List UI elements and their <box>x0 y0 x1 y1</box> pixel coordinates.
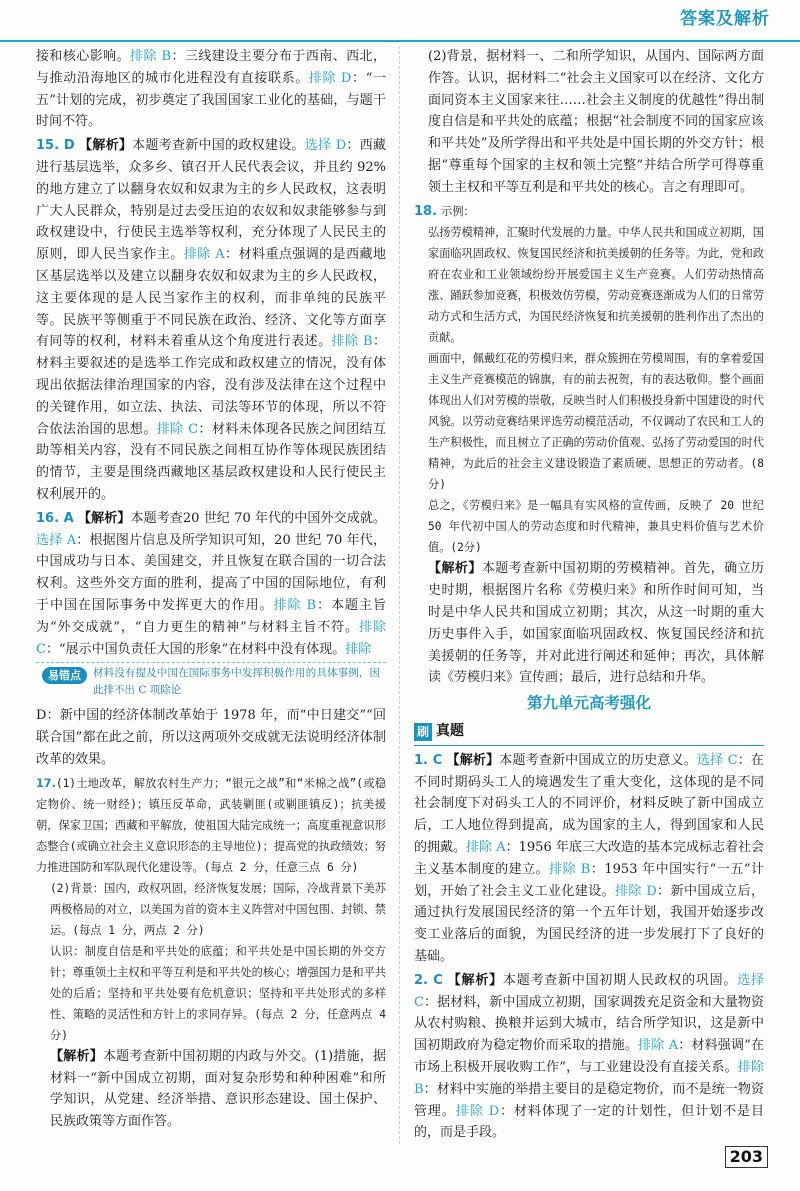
real-question-1: 1. C 【解析】本题考查新中国成立的历史意义。选择 C：在不同时期码头工人的境遇发生了重大变化，这体现的是不同社会制度下对码头工人的不同评价，材料反映了新中国成立后，工人地位得到提高，成为国家的主人，得到国家和人民的拥戴。排除 A：1956 年底三大改造的基本完成标志着社会主义基本制度的建立。排除 B：1953 年中国实行“一五”计划，开始了社会主义工业化建设。排除 D：新中国成立后，通过执行发展国民经济的第一个五年计划，我国开始逐步改变工业落后的面貌，为国民经济的进一步发展打下了良好的基础。 <box>414 752 765 964</box>
header-rule <box>0 40 800 42</box>
question-15: 15. D 【解析】本题考查新中国的政权建设。选择 D：西藏进行基层选举，众多乡、镇召开人民代表会议，并且约 92%的地方建立了以翻身农奴和奴隶为主的乡人民政权，这表明广大人民群众，特别是过去受压迫的农奴和奴隶能够参与到政权建设中，行使民主选举等权利，充分体现了人民民主的原则，即人民当家作主。排除 A：材料重点强调的是西藏地区基层选举以及建立以翻身农奴和奴隶为主的乡人民政权，这主要体现的是人民当家作主的权利，而非单纯的民族平等。民族平等侧重于不同民族在政治、经济、文化等方面享有同等的权利，材料未着重从这个角度进行表述。排除 B：材料主要叙述的是选举工作完成和政权建立的情况，没有体现出依据法律治理国家的内容，没有涉及法律在这个过程中的关键作用，如立法、执法、司法等环节的体现，所以不符合依法治国的思想。排除 C：材料未体现各民族之间团结互助等相关内容，没有不同民族之间相互协作等体现民族团结的情节，主要是围绕西藏地区基层政权建设和人民行使民主权利展开的。 <box>36 138 386 502</box>
analysis-tag: 【解析】 <box>428 561 482 577</box>
real-questions-header <box>414 721 764 746</box>
left-column <box>36 46 386 1135</box>
q15-number: 15. D <box>36 138 75 154</box>
right-column <box>414 46 764 1146</box>
brush-icon: 刷 <box>414 723 432 741</box>
analysis-tag: 【解析】 <box>79 138 133 154</box>
page-header <box>0 0 800 40</box>
continued-answer: 接和核心影响。排除 B：三线建设主要分布于西南、西北，与推动沿海地区的城市化进程没有直接联系。排除 D：“一五”计划的完成，初步奠定了我国国家工业化的基础，与题干时间不符。 <box>36 49 386 130</box>
section-title: 第九单元高考强化 <box>526 694 651 713</box>
q17-analysis-cont: (2)背景，据材料一、二和所学知识，从国内、国际两方面作答。认识，据材料二“社会主义国家可以在经济、文化方面同资本主义国家来往……社会主义制度的优越性”得出制度自信是和平共处的底蕴；根据“社会制度不同的国家应该和平共处”及所学得出和平共处是中国长期的外交方针；根据“尊重每个国家的主权和领土完整”并结合所学可得尊重领土主权和平等互利是和平共处的核心。言之有理即可。 <box>428 49 764 195</box>
analysis-tag: 【解析】 <box>447 972 503 988</box>
error-note <box>36 662 386 701</box>
error-note-badge: 易错点 <box>42 667 87 684</box>
header-title: 答案及解析 <box>680 9 770 29</box>
real-question-2: 2. C 【解析】本题考查新中国初期人民政权的巩固。选择 C：据材料，新中国成立初期，国家调拨充足资金和大量物资从农村购粮、换粮并运到大城市，结合所学知识，这是新中国初期政府为稳定物价而采取的措施。排除 A：材料强调“在市场上积极开展收购工作”，与工业建设没有直接关系。排除 B：材料中实施的举措主要目的是稳定物价，而不是统一物资管理。排除 D：材料体现了一定的计划性，但计划不是目的，而是手段。 <box>414 972 764 1141</box>
q16-number: 16. A <box>36 510 74 526</box>
analysis-tag: 【解析】 <box>446 752 500 768</box>
question-18: 18. 示例： 弘扬劳模精神，汇聚时代发展的力量。中华人民共和国成立初期，国家面临巩固政权、恢复国民经济和抗美援朝的任务等。为此，党和政府在农业和工业领域纷纷开展爱国主义生产竞赛。人们劳动热情高涨、踊跃参加竞赛，积极效仿劳模，劳动竞赛逐渐成为人们的日常劳动方式和生活方式，为国民经济恢复和抗美援朝的胜利作出了杰出的贡献。 画面中，佩戴红花的劳模归来，群众簇拥在劳模周围，有的拿着爱国主义生产竞赛模范的锦旗，有的前去祝贺，有的表达敬仰。整个画面体现出人们对劳模的崇敬，反映当时人们积极投身新中国建设的时代风貌。以劳动竞赛结果评选劳动模范活动，不仅调动了农民和工人的生产积极性，而且树立了正确的劳动价值观、弘扬了劳动爱国的时代精神，为此后的社会主义建设锻造了素质硬、思想正的劳动者。(8分) 总之，《劳模归来》是一幅具有实风格的宣传画，反映了 20 世纪 50 年代初中国人的劳动态度和时代精神，兼具史料价值与艺术价值。(2分) 【解析】本题考查新中国初期的劳模精神。首先，确立历史时期，根据图片名称《劳模归来》和所作时间可知，当时是中华人民共和国成立初期；其次，从这一时期的重大历史事件入手，如国家面临巩固政权、恢复国民经济和抗美援朝的任务等，并对此进行阐述和延伸；再次，具体解读《劳模归来》宣传画；最后，进行总结和升华。 <box>414 203 764 686</box>
exclude-d: 排除 D <box>308 70 352 86</box>
q17-number: 17. <box>36 776 56 790</box>
exclude-b: 排除 B <box>130 49 172 64</box>
question-17: 17.(1)土地改革，解放农村生产力；“银元之战”和“米棉之战”(或稳定物价、统一财经)；镇压反革命，武装剿匪(或剿匪镇反)；抗美援朝，保家卫国；西藏和平解放，使祖国大陆完成统一；高度重视意识形态整合(或确立社会主义意识形态的主导地位)；提高党的执政绩效；努力推进国防和军队现代化建设等。(每点 2 分，任意三点 6 分) (2)背景：国内，政权巩固，经济恢复发展；国际，冷战背景下美苏两极格局的对立，以美国为首的资本主义阵营对中国包围、封锁、禁运。(每点 1 分，两点 2 分) 认识：制度自信是和平共处的底蕴；和平共处是中国长期的外交方针；尊重领土主权和平等互利是和平共处的核心；增强国力是和平共处的后盾；坚持和平共处要有危机意识；坚持和平共处形式的多样性、策略的灵活性和方针上的求同存异。(每点 2 分，任意两点 4 分) 【解析】本题考查新中国初期的内政与外交。(1)措施，据材料一“新中国成立初期，面对复杂形势和种种困难”和所学知识，从党建、经济举措、意识形态建设、国土保护、民族政策等方面作答。 <box>36 776 386 1130</box>
q18-number: 18. <box>414 203 438 219</box>
analysis-tag: 【解析】 <box>50 1048 103 1064</box>
analysis-tag: 【解析】 <box>77 510 131 526</box>
error-note-text: 材料没有提及中国在国际事务中发挥积极作用的具体事例，因此排不出 C 项除论 <box>93 667 380 697</box>
question-16-cont: D：新中国的经济体制改革始于 1978 年，而“中日建交”“回联合国”都在此之前，所以这两项外交成就无法说明经济体制改革的效果。 <box>36 708 386 767</box>
question-16: 16. A 【解析】本题考查20 世纪 70 年代的中国外交成就。选择 A：根据图片信息及所学知识可知，20 世纪 70 年代，中国成功与日本、美国建交，并且恢复在联合国的一切合法权利。这些外交方面的胜利，提高了中国的国际地位，有利于中国在国际事务中发挥更大的作用。排除 B：本题主旨为“外交成就”，“自力更生的精神”与材料主旨不符。排除 C：“展示中国负责任大国的形象”在材料中没有体现。排除 <box>36 510 386 657</box>
real-questions-label: 真题 <box>436 722 464 739</box>
page-number: 203 <box>725 1146 768 1168</box>
column-divider <box>399 46 401 1144</box>
